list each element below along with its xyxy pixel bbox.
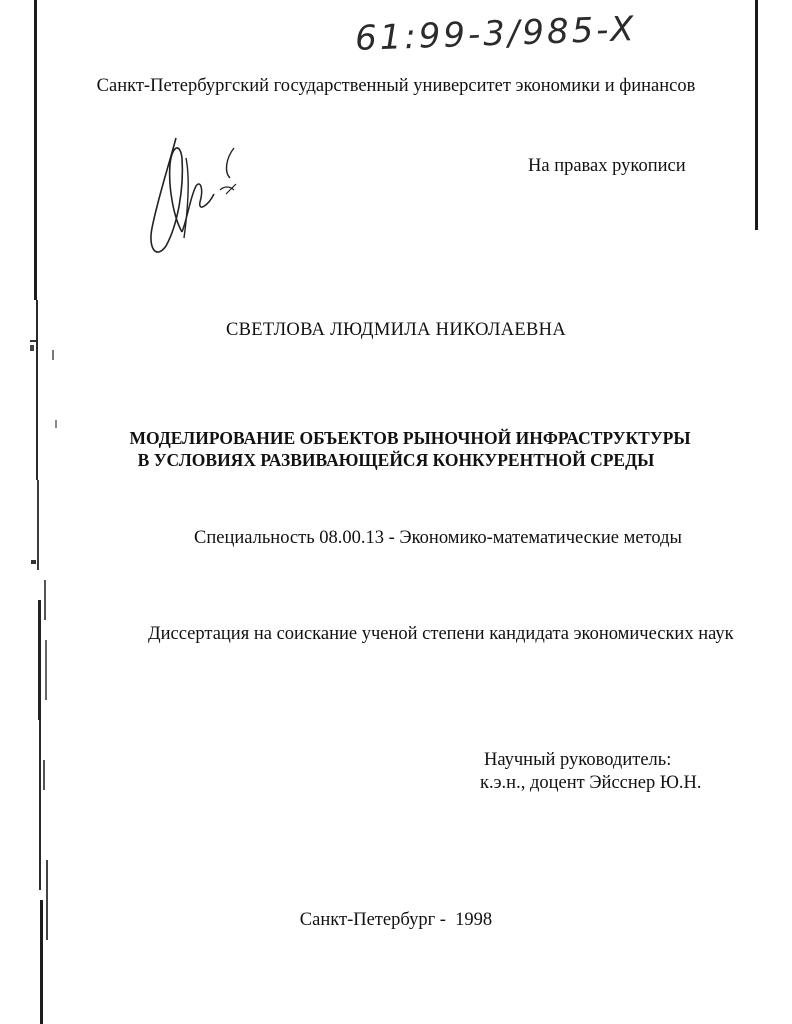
- city-year: Санкт-Петербург - 1998: [299, 910, 493, 930]
- scan-right-edge: [755, 0, 758, 230]
- manuscript-rights: На правах рукописи: [528, 156, 686, 176]
- dissertation-title-line-2: В УСЛОВИЯХ РАЗВИВАЮЩЕЙСЯ КОНКУРЕНТНОЙ СРЕДЫ: [137, 450, 655, 470]
- specialty: Специальность 08.00.13 - Экономико-математические методы: [194, 528, 682, 548]
- university-name: Санкт-Петербургский государственный университет экономики и финансов: [96, 76, 696, 96]
- advisor-label: Научный руководитель:: [484, 750, 672, 770]
- handwritten-catalog-number: 61:99-3/985-X: [354, 9, 638, 59]
- signature-icon: [138, 128, 258, 268]
- author-name: СВЕТЛОВА ЛЮДМИЛА НИКОЛАЕВНА: [226, 320, 566, 340]
- dissertation-title-line-1: МОДЕЛИРОВАНИЕ ОБЪЕКТОВ РЫНОЧНОЙ ИНФРАСТРУКТУРЫ: [129, 428, 691, 448]
- degree-statement: Диссертация на соискание ученой степени кандидата экономических наук: [148, 624, 734, 644]
- advisor-name: к.э.н., доцент Эйсснер Ю.Н.: [480, 773, 702, 793]
- scan-binding-edge: [0, 0, 60, 1024]
